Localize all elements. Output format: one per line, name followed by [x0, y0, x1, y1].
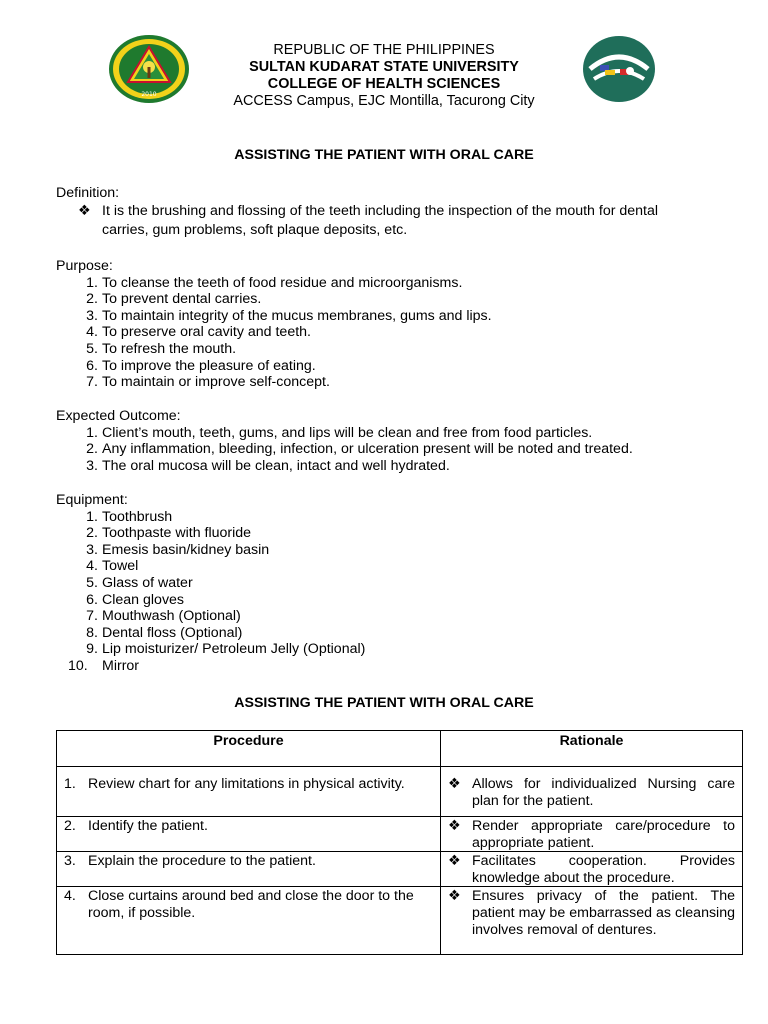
- list-number: 7.: [86, 374, 98, 391]
- rationale-cell: [441, 852, 743, 887]
- rationale-text-block: [448, 776, 735, 809]
- definition-label: Definition:: [56, 185, 120, 201]
- list-item-text: To cleanse the teeth of food residue and microorganisms.: [102, 274, 463, 291]
- outcome-label: Expected Outcome:: [56, 408, 181, 424]
- diamond-bullet-icon: ❖: [448, 888, 461, 905]
- diamond-bullet-icon: ❖: [448, 818, 461, 834]
- rationale-cell: [441, 887, 743, 955]
- rationale-text: Facilitates cooperation. Provides knowledge about the procedure.: [472, 853, 735, 886]
- equipment-section: [56, 492, 736, 675]
- rationale-text: Ensures privacy of the patient. The patient may be embarrassed as cleansing involves removal of dentures.: [472, 888, 735, 938]
- list-item-text: Emesis basin/kidney basin: [102, 541, 270, 558]
- procedure-table: [56, 730, 743, 955]
- step-number: 1.: [64, 776, 76, 792]
- list-item-text: Client’s mouth, teeth, gums, and lips will be clean and free from food particles.: [102, 424, 593, 441]
- header-republic: REPUBLIC OF THE PHILIPPINES: [273, 42, 495, 58]
- equipment-item: [56, 625, 736, 642]
- list-item-text: Any inflammation, bleeding, infection, or ulceration present will be noted and treated.: [102, 441, 633, 458]
- equipment-item: [56, 525, 736, 542]
- procedure-step: [64, 888, 433, 921]
- purpose-item: [56, 275, 736, 292]
- table-row: [57, 767, 743, 817]
- equipment-list: [56, 509, 736, 675]
- step-text: Close curtains around bed and close the door to the room, if possible.: [88, 888, 414, 921]
- purpose-item: [56, 324, 736, 341]
- step-text: Review chart for any limitations in physical activity.: [88, 776, 405, 792]
- purpose-label: Purpose:: [56, 258, 113, 274]
- letterhead: [0, 42, 768, 110]
- outcome-item: [56, 458, 736, 475]
- list-number: 2.: [86, 525, 98, 542]
- definition-text-line1: It is the brushing and flossing of the teeth including the inspection of the mouth for dental: [102, 202, 659, 219]
- step-number: 3.: [64, 853, 76, 870]
- rationale-text-block: [448, 853, 735, 886]
- list-number: 3.: [86, 307, 98, 324]
- procedure-cell: [57, 852, 441, 887]
- list-number: 5.: [86, 340, 98, 357]
- procedure-cell: [57, 817, 441, 852]
- outcome-section: [56, 408, 736, 474]
- list-number: 3.: [86, 541, 98, 558]
- table-header-row: [57, 731, 743, 767]
- header-university: SULTAN KUDARAT STATE UNIVERSITY: [249, 59, 519, 75]
- list-number: 8.: [86, 624, 98, 641]
- outcome-list: [56, 425, 736, 475]
- step-text: Explain the procedure to the patient.: [88, 853, 316, 870]
- list-number: 2.: [86, 291, 98, 308]
- list-number: 1.: [86, 424, 98, 441]
- rationale-text-block: [448, 818, 735, 851]
- purpose-item: [56, 374, 736, 391]
- list-number: 6.: [86, 591, 98, 608]
- definition-item: [56, 203, 736, 239]
- list-item-text: The oral mucosa will be clean, intact and well hydrated.: [102, 457, 450, 474]
- list-item-text: To prevent dental carries.: [102, 291, 262, 308]
- rationale-cell: [441, 767, 743, 817]
- table-title: ASSISTING THE PATIENT WITH ORAL CARE: [234, 695, 534, 711]
- list-number: 7.: [86, 608, 98, 625]
- list-number: 4.: [86, 558, 98, 575]
- outcome-item: [56, 425, 736, 442]
- diamond-bullet-icon: ❖: [448, 853, 461, 870]
- list-item-text: Mouthwash (Optional): [102, 608, 241, 625]
- list-item-text: Glass of water: [102, 574, 193, 591]
- list-item-text: To preserve oral cavity and teeth.: [102, 324, 311, 341]
- equipment-item: [56, 641, 736, 658]
- step-number: 4.: [64, 888, 76, 905]
- equipment-item: [56, 608, 736, 625]
- list-item-text: To improve the pleasure of eating.: [102, 357, 316, 374]
- list-number: 2.: [86, 441, 98, 458]
- list-item-text: Towel: [102, 558, 139, 575]
- purpose-item: [56, 341, 736, 358]
- procedure-step: [64, 776, 433, 793]
- diamond-bullet-icon: ❖: [448, 776, 461, 792]
- column-header-rationale: Rationale: [441, 731, 743, 767]
- equipment-item: [56, 542, 736, 559]
- list-item-text: To maintain or improve self-concept.: [102, 374, 330, 391]
- header-campus: ACCESS Campus, EJC Montilla, Tacurong City: [233, 93, 535, 109]
- list-item-text: Clean gloves: [102, 591, 185, 608]
- procedure-step: [64, 818, 433, 835]
- table-row: [57, 887, 743, 955]
- list-number: 3.: [86, 457, 98, 474]
- list-item-text: To maintain integrity of the mucus membranes, gums and lips.: [102, 307, 492, 324]
- list-item-text: To refresh the mouth.: [102, 340, 237, 357]
- list-item-text: Toothbrush: [102, 508, 173, 525]
- procedure-step: [64, 853, 433, 870]
- rationale-text: Render appropriate care/procedure to appropriate patient.: [472, 818, 735, 851]
- rationale-text: Allows for individualized Nursing care plan for the patient.: [472, 776, 735, 809]
- list-number: 4.: [86, 324, 98, 341]
- rationale-text-block: [448, 888, 735, 938]
- list-number: 1.: [86, 508, 98, 525]
- list-item-text: Lip moisturizer/ Petroleum Jelly (Optional): [102, 641, 366, 658]
- equipment-label: Equipment:: [56, 492, 128, 508]
- svg-text:2010: 2010: [141, 91, 157, 98]
- equipment-item: [56, 509, 736, 526]
- step-number: 2.: [64, 818, 76, 834]
- list-number: 1.: [86, 274, 98, 291]
- list-item-text: Dental floss (Optional): [102, 624, 243, 641]
- definition-text-line2: carries, gum problems, soft plaque deposits, etc.: [102, 222, 408, 239]
- purpose-section: [56, 258, 736, 391]
- column-header-procedure: Procedure: [57, 731, 441, 767]
- table-row: [57, 817, 743, 852]
- diamond-bullet-icon: ❖: [78, 202, 91, 219]
- purpose-item: [56, 308, 736, 325]
- equipment-item: [56, 558, 736, 575]
- procedure-cell: [57, 767, 441, 817]
- header-college: COLLEGE OF HEALTH SCIENCES: [267, 76, 501, 92]
- procedure-cell: [57, 887, 441, 955]
- list-item-text: Toothpaste with fluoride: [102, 525, 252, 542]
- table-row: [57, 852, 743, 887]
- list-item-text: Mirror: [102, 657, 140, 674]
- rationale-cell: [441, 817, 743, 852]
- list-number: 9.: [86, 641, 98, 658]
- purpose-item: [56, 358, 736, 375]
- outcome-item: [56, 441, 736, 458]
- equipment-item: [56, 658, 736, 675]
- equipment-item: [56, 592, 736, 609]
- document-title: ASSISTING THE PATIENT WITH ORAL CARE: [234, 147, 534, 163]
- purpose-list: [56, 275, 736, 391]
- equipment-item: [56, 575, 736, 592]
- list-number: 5.: [86, 574, 98, 591]
- list-number: 10.: [68, 657, 88, 674]
- purpose-item: [56, 291, 736, 308]
- definition-section: [56, 185, 736, 239]
- step-text: Identify the patient.: [88, 818, 208, 834]
- list-number: 6.: [86, 357, 98, 374]
